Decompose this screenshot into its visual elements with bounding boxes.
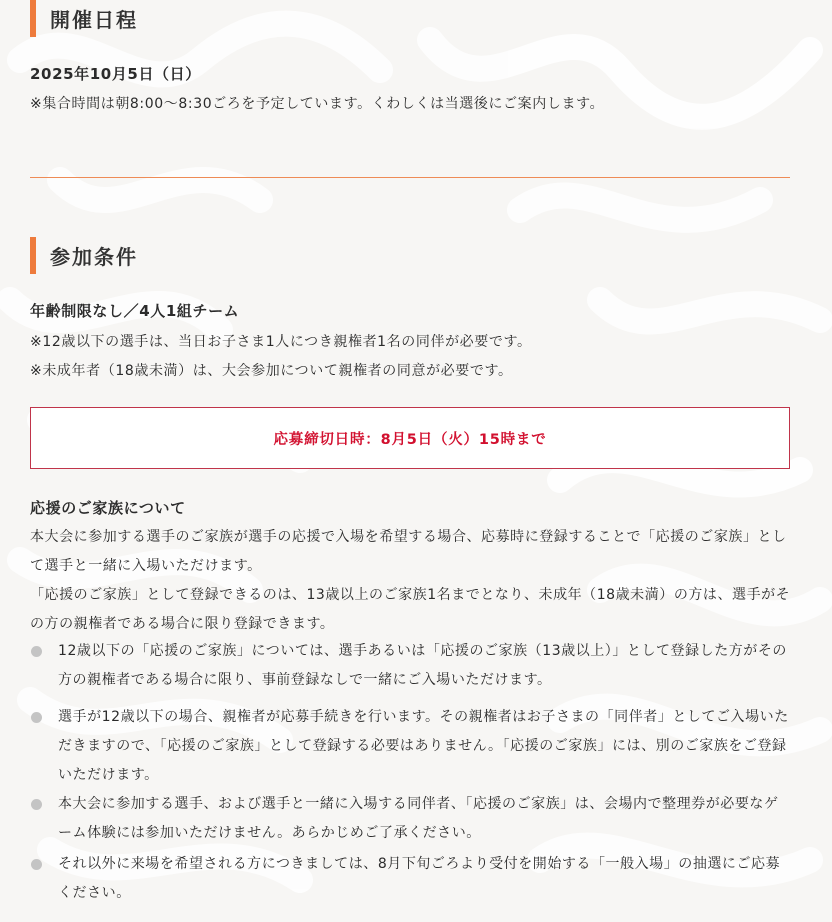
conditions-subtitle: 年齢制限なし／4人1組チーム bbox=[30, 302, 240, 320]
list-item bbox=[30, 703, 792, 790]
deadline-text: 応募締切日時：8月5日（火）15時まで bbox=[273, 431, 547, 448]
list-item bbox=[30, 850, 792, 908]
bullet-dot-icon bbox=[31, 799, 42, 810]
event-date: 2025年10月5日（日） bbox=[30, 65, 201, 83]
conditions-note: ※12歳以下の選手は、当日お子さま1人につき親権者1名の同伴が必要です。 bbox=[30, 334, 532, 350]
list-item-text: それ以外に来場を希望される方につきましては、8月下旬ごろより受付を開始する「一般入場」の抽選にご応募ください。 bbox=[58, 856, 781, 901]
assembly-time-note: ※集合時間は朝8:00〜8:30ごろを予定しています。くわしくは当選後にご案内します。 bbox=[30, 96, 605, 112]
bullet-dot-icon bbox=[31, 712, 42, 723]
list-item-text: 選手が12歳以下の場合、親権者が応募手続きを行います。その親権者はお子さまの「同伴者」としてご入場いただきますので、「応援のご家族」として登録する必要はありません。「応援のご家族」には、別のご家族をご登録いただけます。 bbox=[58, 709, 789, 783]
list-item-text: 12歳以下の「応援のご家族」については、選手あるいは「応援のご家族（13歳以上）」として登録した方がその方の親権者である場合に限り、事前登録なしで一緒にご入場いただけます。 bbox=[58, 643, 787, 688]
list-item-text: 本大会に参加する選手、および選手と一緒に入場する同伴者、「応援のご家族」は、会場内で整理券が必要なゲーム体験には参加いただけません。あらかじめご了承ください。 bbox=[58, 796, 779, 841]
conditions-note: ※未成年者（18歳未満）は、大会参加について親権者の同意が必要です。 bbox=[30, 363, 513, 379]
section-heading-schedule: 開催日程 bbox=[30, 0, 138, 37]
deadline-notice bbox=[30, 407, 790, 469]
family-paragraph: 「応援のご家族」として登録できるのは、13歳以上のご家族1名までとなり、未成年（18歳未満）の方は、選手がその方の親権者である場合に限り登録できます。 bbox=[30, 587, 791, 632]
family-heading: 応援のご家族について bbox=[30, 499, 186, 517]
section-heading-conditions: 参加条件 bbox=[30, 237, 138, 274]
bullet-dot-icon bbox=[31, 646, 42, 657]
list-item bbox=[30, 637, 792, 695]
bullet-dot-icon bbox=[31, 859, 42, 870]
list-item bbox=[30, 790, 792, 848]
section-divider bbox=[30, 177, 790, 178]
family-paragraph: 本大会に参加する選手のご家族が選手の応援で入場を希望する場合、応募時に登録することで「応援のご家族」として選手と一緒に入場いただけます。 bbox=[30, 529, 787, 574]
